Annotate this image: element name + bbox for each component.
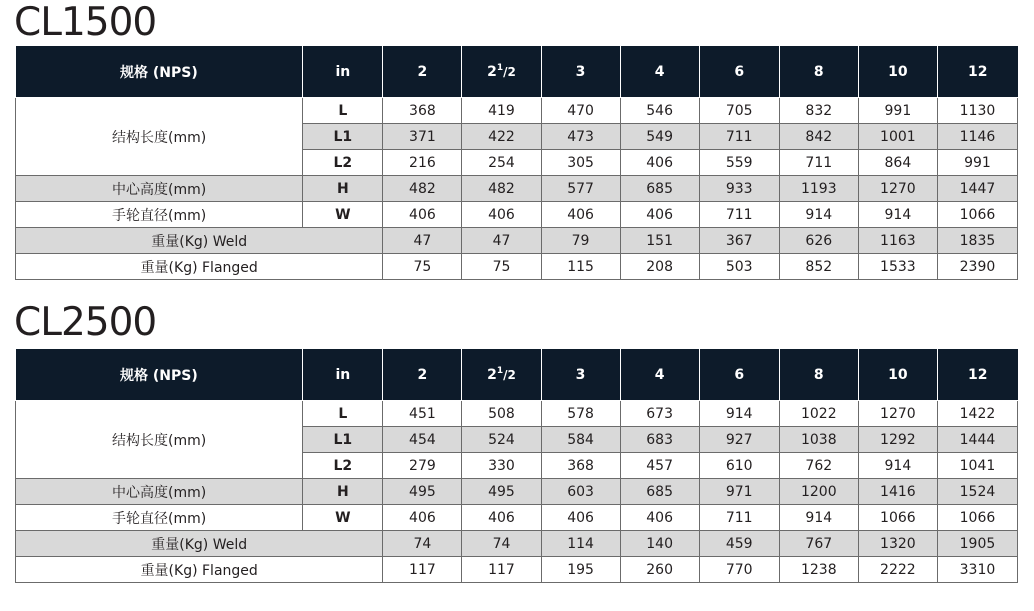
value-cell: 406: [383, 505, 462, 531]
value-cell: 330: [462, 453, 541, 479]
value-cell: 1292: [858, 427, 937, 453]
value-cell: 1066: [858, 505, 937, 531]
value-cell: 1416: [858, 479, 937, 505]
header-size: [462, 349, 541, 401]
value-cell: 610: [699, 453, 779, 479]
value-cell: 2390: [937, 254, 1017, 280]
value-cell: 117: [462, 557, 541, 583]
row-label-height: 中心高度(mm): [16, 479, 303, 505]
header-size: 4: [620, 349, 699, 401]
table-title-cl2500: CL2500: [14, 300, 157, 345]
value-cell: 1022: [779, 401, 858, 427]
value-cell: 914: [858, 202, 937, 228]
row-label-height: 中心高度(mm): [16, 176, 303, 202]
value-cell: 279: [383, 453, 462, 479]
value-cell: 933: [699, 176, 779, 202]
value-cell: 371: [383, 124, 462, 150]
value-cell: 470: [541, 98, 620, 124]
value-cell: 991: [858, 98, 937, 124]
table-row-W: [16, 202, 1018, 228]
value-cell: 495: [462, 479, 541, 505]
header-row: [16, 46, 1018, 98]
value-cell: 711: [699, 505, 779, 531]
value-cell: 406: [620, 150, 699, 176]
value-cell: 1905: [937, 531, 1017, 557]
value-cell: 406: [541, 202, 620, 228]
value-cell: 208: [620, 254, 699, 280]
value-cell: 406: [462, 505, 541, 531]
value-cell: 626: [779, 228, 858, 254]
value-cell: 482: [383, 176, 462, 202]
row-label-length: 结构长度(mm): [16, 98, 303, 176]
header-size: 8: [779, 349, 858, 401]
value-cell: 114: [541, 531, 620, 557]
value-cell: 1163: [858, 228, 937, 254]
spec-table-cl1500: [15, 46, 1018, 280]
size-frac-slash: /: [503, 65, 508, 79]
value-cell: 770: [699, 557, 779, 583]
value-cell: 767: [779, 531, 858, 557]
value-cell: 1524: [937, 479, 1017, 505]
value-cell: 75: [383, 254, 462, 280]
table-row-weld: [16, 228, 1018, 254]
header-row: [16, 349, 1018, 401]
size-frac-num: 1: [496, 63, 504, 73]
value-cell: 495: [383, 479, 462, 505]
value-cell: 1270: [858, 176, 937, 202]
value-cell: 577: [541, 176, 620, 202]
value-cell: 254: [462, 150, 541, 176]
header-size: 12: [937, 46, 1017, 98]
value-cell: 842: [779, 124, 858, 150]
row-code: L1: [303, 427, 383, 453]
value-cell: 74: [462, 531, 541, 557]
value-cell: 260: [620, 557, 699, 583]
header-unit: in: [303, 46, 383, 98]
value-cell: 74: [383, 531, 462, 557]
value-cell: 151: [620, 228, 699, 254]
table-row-W: [16, 505, 1018, 531]
value-cell: 115: [541, 254, 620, 280]
row-code: W: [303, 202, 383, 228]
value-cell: 991: [937, 150, 1017, 176]
header-size: 6: [699, 349, 779, 401]
value-cell: 559: [699, 150, 779, 176]
value-cell: 927: [699, 427, 779, 453]
size-frac-den: 2: [507, 65, 516, 79]
value-cell: 685: [620, 479, 699, 505]
value-cell: 711: [699, 124, 779, 150]
row-label-weight-weld: 重量(Kg) Weld: [16, 531, 383, 557]
value-cell: 1066: [937, 505, 1017, 531]
header-size: 8: [779, 46, 858, 98]
table-row-H: [16, 176, 1018, 202]
value-cell: 914: [858, 453, 937, 479]
value-cell: 406: [383, 202, 462, 228]
header-size: 12: [937, 349, 1017, 401]
table-row-H: [16, 479, 1018, 505]
size-frac-den: 2: [507, 368, 516, 382]
value-cell: 1038: [779, 427, 858, 453]
value-cell: 419: [462, 98, 541, 124]
value-cell: 451: [383, 401, 462, 427]
value-cell: 422: [462, 124, 541, 150]
header-spec: 规格 (NPS): [16, 349, 303, 401]
value-cell: 406: [620, 202, 699, 228]
row-code: L: [303, 401, 383, 427]
value-cell: 914: [779, 505, 858, 531]
value-cell: 685: [620, 176, 699, 202]
value-cell: 1447: [937, 176, 1017, 202]
value-cell: 1835: [937, 228, 1017, 254]
header-size: 3: [541, 46, 620, 98]
value-cell: 117: [383, 557, 462, 583]
spec-table-cl2500: [15, 349, 1018, 583]
value-cell: 1270: [858, 401, 937, 427]
header-size: 2: [383, 349, 462, 401]
value-cell: 1444: [937, 427, 1017, 453]
size-whole: 2: [487, 64, 497, 80]
row-label-weight-flanged: 重量(Kg) Flanged: [16, 254, 383, 280]
value-cell: 1422: [937, 401, 1017, 427]
row-code: W: [303, 505, 383, 531]
value-cell: 971: [699, 479, 779, 505]
header-size: 6: [699, 46, 779, 98]
value-cell: 368: [383, 98, 462, 124]
value-cell: 1001: [858, 124, 937, 150]
row-label-weight-weld: 重量(Kg) Weld: [16, 228, 383, 254]
value-cell: 832: [779, 98, 858, 124]
value-cell: 711: [699, 202, 779, 228]
value-cell: 47: [462, 228, 541, 254]
value-cell: 673: [620, 401, 699, 427]
value-cell: 79: [541, 228, 620, 254]
header-unit: in: [303, 349, 383, 401]
value-cell: 140: [620, 531, 699, 557]
value-cell: 1533: [858, 254, 937, 280]
header-size: 2: [383, 46, 462, 98]
row-code: L2: [303, 453, 383, 479]
value-cell: 473: [541, 124, 620, 150]
header-size: 4: [620, 46, 699, 98]
value-cell: 864: [858, 150, 937, 176]
header-size: 10: [858, 46, 937, 98]
value-cell: 852: [779, 254, 858, 280]
value-cell: 683: [620, 427, 699, 453]
row-code: L2: [303, 150, 383, 176]
value-cell: 584: [541, 427, 620, 453]
value-cell: 482: [462, 176, 541, 202]
row-code: L: [303, 98, 383, 124]
table-row-L: [16, 98, 1018, 124]
value-cell: 508: [462, 401, 541, 427]
value-cell: 1238: [779, 557, 858, 583]
row-code: L1: [303, 124, 383, 150]
value-cell: 762: [779, 453, 858, 479]
value-cell: 459: [699, 531, 779, 557]
row-code: H: [303, 479, 383, 505]
table-row-flanged: [16, 254, 1018, 280]
table-title-cl1500: CL1500: [14, 0, 157, 45]
value-cell: 454: [383, 427, 462, 453]
size-frac-num: 1: [496, 366, 504, 376]
header-size: 3: [541, 349, 620, 401]
table-row-L: [16, 401, 1018, 427]
value-cell: 578: [541, 401, 620, 427]
size-whole: 2: [487, 367, 497, 383]
value-cell: 1146: [937, 124, 1017, 150]
value-cell: 406: [620, 505, 699, 531]
value-cell: 2222: [858, 557, 937, 583]
value-cell: 705: [699, 98, 779, 124]
value-cell: 914: [779, 202, 858, 228]
value-cell: 1130: [937, 98, 1017, 124]
value-cell: 1066: [937, 202, 1017, 228]
value-cell: 216: [383, 150, 462, 176]
value-cell: 1041: [937, 453, 1017, 479]
value-cell: 549: [620, 124, 699, 150]
value-cell: 368: [541, 453, 620, 479]
value-cell: 1200: [779, 479, 858, 505]
value-cell: 503: [699, 254, 779, 280]
size-frac-slash: /: [503, 368, 508, 382]
value-cell: 47: [383, 228, 462, 254]
value-cell: 914: [699, 401, 779, 427]
value-cell: 406: [462, 202, 541, 228]
value-cell: 75: [462, 254, 541, 280]
value-cell: 603: [541, 479, 620, 505]
table-row-flanged: [16, 557, 1018, 583]
value-cell: 711: [779, 150, 858, 176]
table-row-weld: [16, 531, 1018, 557]
header-size: [462, 46, 541, 98]
value-cell: 1193: [779, 176, 858, 202]
value-cell: 305: [541, 150, 620, 176]
value-cell: 524: [462, 427, 541, 453]
value-cell: 406: [541, 505, 620, 531]
value-cell: 367: [699, 228, 779, 254]
row-label-handwheel: 手轮直径(mm): [16, 202, 303, 228]
header-size: 10: [858, 349, 937, 401]
value-cell: 195: [541, 557, 620, 583]
row-label-weight-flanged: 重量(Kg) Flanged: [16, 557, 383, 583]
row-label-handwheel: 手轮直径(mm): [16, 505, 303, 531]
row-label-length: 结构长度(mm): [16, 401, 303, 479]
value-cell: 3310: [937, 557, 1017, 583]
value-cell: 1320: [858, 531, 937, 557]
header-spec: 规格 (NPS): [16, 46, 303, 98]
value-cell: 546: [620, 98, 699, 124]
row-code: H: [303, 176, 383, 202]
value-cell: 457: [620, 453, 699, 479]
